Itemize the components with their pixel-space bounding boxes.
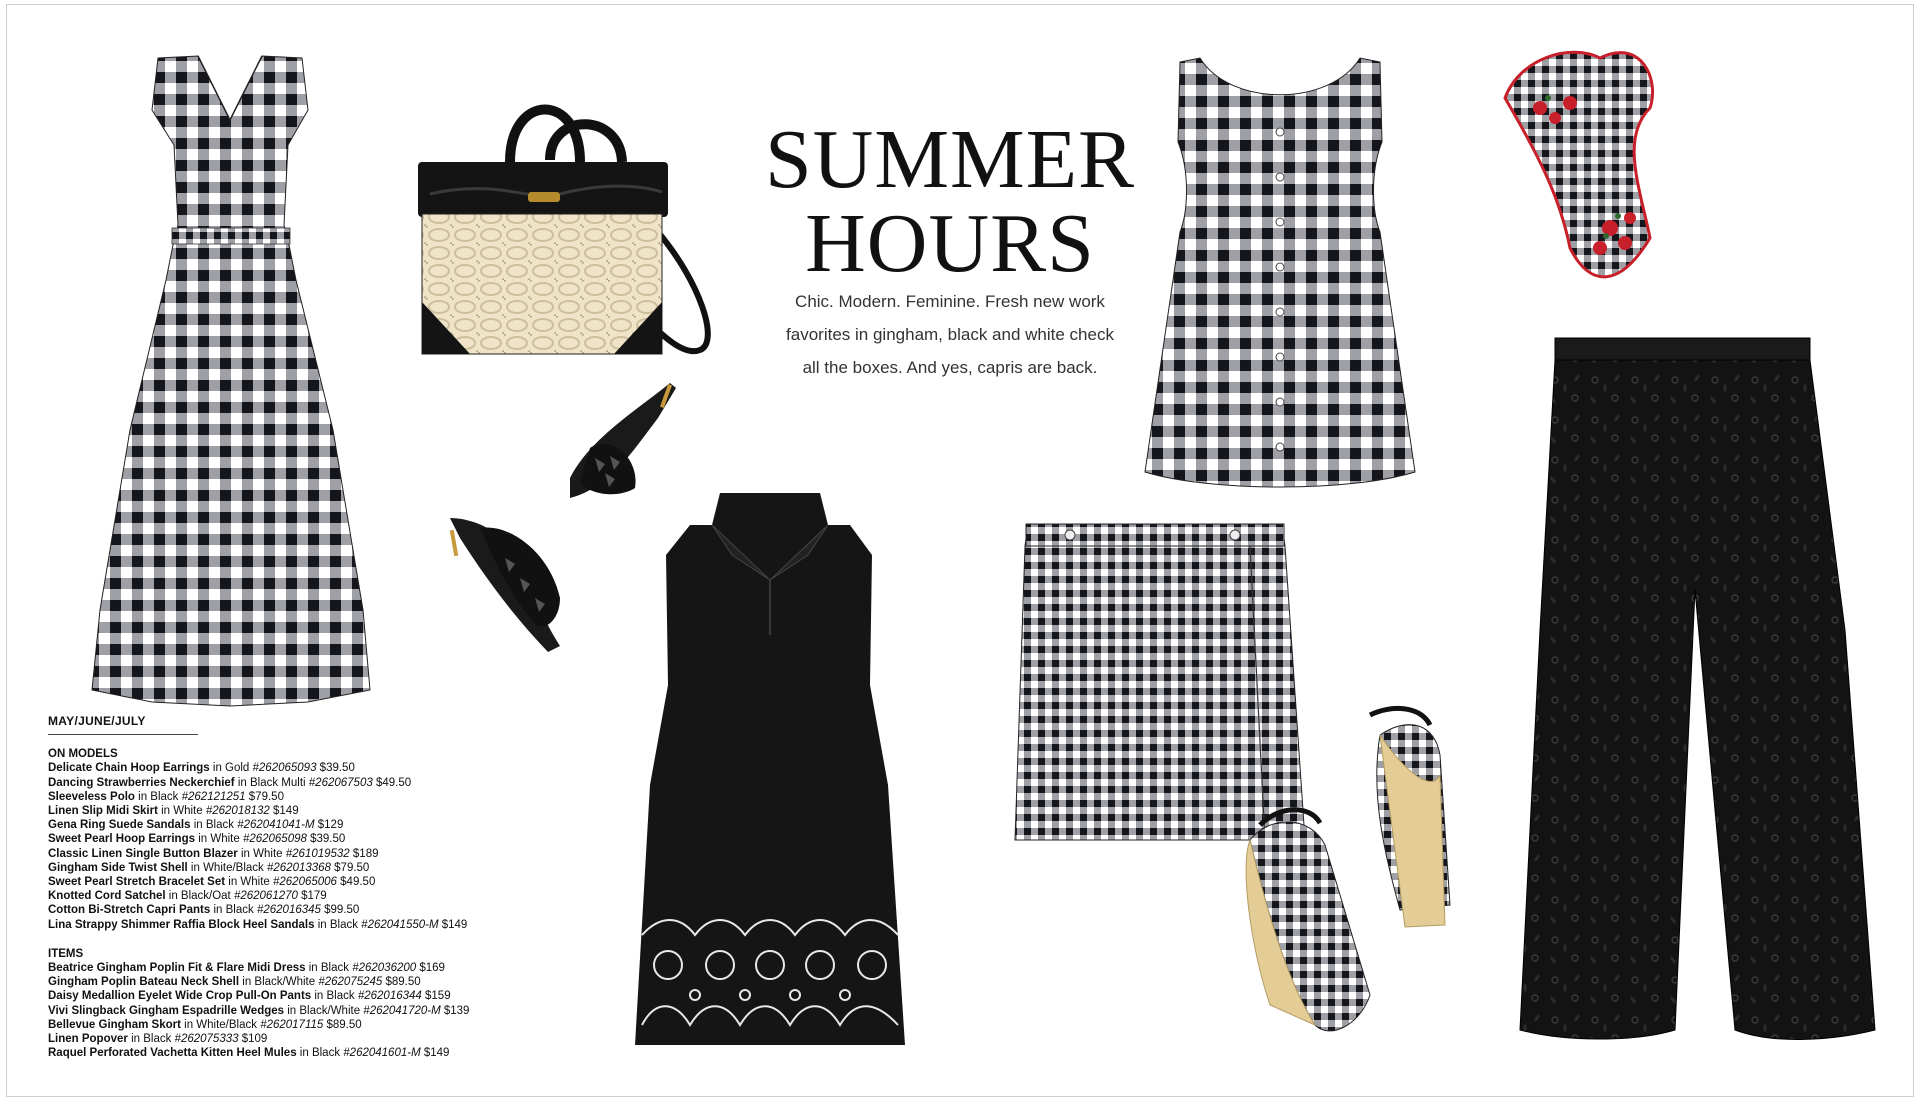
product-sku: #262018132 bbox=[205, 805, 270, 818]
product-name: Vivi Slingback Gingham Espadrille Wedges bbox=[48, 1004, 285, 1017]
product-price: $129 bbox=[314, 819, 344, 832]
credit-line bbox=[48, 1032, 568, 1046]
product-price: $169 bbox=[416, 962, 445, 975]
product-sku: #262016345 bbox=[256, 904, 321, 917]
linen-popover-image[interactable] bbox=[620, 485, 920, 1055]
product-color: in Black bbox=[134, 790, 182, 803]
product-price: $109 bbox=[238, 1033, 268, 1046]
product-name: Dancing Strawberries Neckerchief bbox=[48, 776, 235, 789]
on-models-list bbox=[48, 761, 568, 931]
gingham-midi-dress-image[interactable] bbox=[88, 50, 373, 710]
product-price: $49.50 bbox=[372, 776, 412, 789]
product-price: $149 bbox=[438, 918, 468, 931]
issue-label: MAY/JUNE/JULY bbox=[48, 714, 198, 735]
subhead-line-2: favorites in gingham, black and white check bbox=[786, 325, 1114, 344]
product-price: $189 bbox=[349, 847, 379, 860]
gingham-shell-top-image[interactable] bbox=[1130, 52, 1430, 502]
product-name: Linen Slip Midi Skirt bbox=[48, 805, 158, 818]
product-sku: #262067503 bbox=[308, 776, 373, 789]
raffia-satchel-bag-image[interactable] bbox=[400, 82, 725, 367]
items-title: ITEMS bbox=[48, 947, 84, 960]
product-color: in Black bbox=[305, 962, 353, 975]
product-price: $79.50 bbox=[330, 861, 370, 874]
product-sku: #262013368 bbox=[266, 861, 331, 874]
product-sku: #262016344 bbox=[357, 990, 422, 1003]
product-color: in White bbox=[225, 876, 273, 889]
on-models-title: ON MODELS bbox=[48, 748, 118, 761]
product-price: $159 bbox=[421, 990, 451, 1003]
product-name: Gingham Side Twist Shell bbox=[48, 861, 188, 874]
product-price: $89.50 bbox=[323, 1018, 362, 1031]
product-color: in White bbox=[195, 833, 243, 846]
product-price: $79.50 bbox=[245, 790, 284, 803]
product-price: $149 bbox=[269, 805, 299, 818]
product-sku: #262075245 bbox=[318, 976, 383, 989]
product-color: in Black bbox=[311, 990, 358, 1003]
credit-line bbox=[48, 761, 568, 775]
subhead-line-1: Chic. Modern. Feminine. Fresh new work bbox=[795, 292, 1105, 311]
credit-line bbox=[48, 832, 568, 846]
product-name: Sweet Pearl Hoop Earrings bbox=[48, 833, 195, 846]
product-color: in White/Black bbox=[180, 1018, 261, 1031]
product-name: Sleeveless Polo bbox=[48, 790, 135, 803]
product-color: in Black/White bbox=[284, 1004, 364, 1017]
product-sku: #262065098 bbox=[242, 833, 307, 846]
product-price: $39.50 bbox=[306, 833, 346, 846]
product-name: Delicate Chain Hoop Earrings bbox=[48, 762, 210, 775]
product-name: Cotton Bi-Stretch Capri Pants bbox=[48, 904, 211, 917]
credit-line bbox=[48, 818, 568, 832]
product-color: in Black/White bbox=[239, 976, 319, 989]
product-price: $139 bbox=[440, 1004, 470, 1017]
product-sku: #262121251 bbox=[181, 790, 246, 803]
product-sku: #262041041-M bbox=[237, 819, 315, 832]
credit-line bbox=[48, 847, 568, 861]
product-color: in Black Multi bbox=[234, 776, 309, 789]
credit-line bbox=[48, 804, 568, 818]
product-sku: #262017115 bbox=[260, 1018, 324, 1031]
product-color: in Black bbox=[296, 1047, 344, 1060]
items-list bbox=[48, 961, 568, 1060]
product-name: Gingham Poplin Bateau Neck Shell bbox=[48, 976, 240, 989]
product-price: $89.50 bbox=[382, 976, 421, 989]
product-name: Lina Strappy Shimmer Raffia Block Heel Sandals bbox=[48, 918, 315, 931]
credit-line bbox=[48, 989, 568, 1003]
product-color: in White bbox=[157, 805, 206, 818]
credit-line bbox=[48, 1004, 568, 1018]
headline-line-2: HOURS bbox=[805, 197, 1095, 290]
product-sku: #262041720-M bbox=[363, 1004, 441, 1017]
credit-line bbox=[48, 961, 568, 975]
product-name: Sweet Pearl Stretch Bracelet Set bbox=[48, 876, 226, 889]
strawberry-neckerchief-image[interactable] bbox=[1500, 38, 1660, 288]
subhead-line-3: all the boxes. And yes, capris are back. bbox=[802, 358, 1098, 377]
espadrille-wedges-image[interactable] bbox=[1230, 705, 1480, 1065]
product-color: in Gold bbox=[209, 762, 253, 775]
credit-line bbox=[48, 903, 568, 917]
credit-line bbox=[48, 918, 568, 932]
product-color: in Black bbox=[314, 918, 362, 931]
credit-line bbox=[48, 875, 568, 889]
product-name: Daisy Medallion Eyelet Wide Crop Pull-On Pants bbox=[48, 990, 312, 1003]
product-name: Linen Popover bbox=[48, 1033, 128, 1046]
product-color: in White/Black bbox=[187, 861, 267, 874]
credit-line bbox=[48, 861, 568, 875]
eyelet-crop-pants-image[interactable] bbox=[1505, 330, 1880, 1050]
product-sku: #262075333 bbox=[174, 1033, 239, 1046]
page-headline bbox=[740, 113, 1160, 290]
credit-line bbox=[48, 975, 568, 989]
product-color: in Black bbox=[190, 819, 238, 832]
product-credits bbox=[48, 714, 568, 1060]
headline-line-1: SUMMER bbox=[764, 113, 1136, 206]
credit-line bbox=[48, 1046, 568, 1060]
product-color: in White bbox=[237, 847, 286, 860]
product-sku: #262065093 bbox=[252, 762, 317, 775]
product-name: Knotted Cord Satchel bbox=[48, 890, 166, 903]
product-color: in Black/Oat bbox=[165, 890, 234, 903]
product-sku: #261019532 bbox=[285, 847, 350, 860]
product-sku: #262036200 bbox=[352, 962, 417, 975]
product-price: $49.50 bbox=[336, 876, 376, 889]
credit-line bbox=[48, 889, 568, 903]
product-price: $39.50 bbox=[316, 762, 355, 775]
credit-line bbox=[48, 790, 568, 804]
product-name: Gena Ring Suede Sandals bbox=[48, 819, 191, 832]
product-price: $99.50 bbox=[320, 904, 360, 917]
product-price: $179 bbox=[297, 890, 327, 903]
product-price: $149 bbox=[420, 1047, 450, 1060]
product-name: Beatrice Gingham Poplin Fit & Flare Midi Dress bbox=[48, 962, 306, 975]
product-sku: #262061270 bbox=[233, 890, 298, 903]
product-sku: #262041550-M bbox=[361, 918, 439, 931]
product-name: Bellevue Gingham Skort bbox=[48, 1018, 181, 1031]
product-color: in Black bbox=[210, 904, 257, 917]
credit-line bbox=[48, 1018, 568, 1032]
product-name: Raquel Perforated Vachetta Kitten Heel Mules bbox=[48, 1047, 297, 1060]
credit-line bbox=[48, 776, 568, 790]
page-subhead bbox=[735, 285, 1165, 384]
product-name: Classic Linen Single Button Blazer bbox=[48, 847, 238, 860]
product-sku: #262065006 bbox=[273, 876, 337, 889]
product-color: in Black bbox=[127, 1033, 175, 1046]
product-sku: #262041601-M bbox=[343, 1047, 421, 1060]
